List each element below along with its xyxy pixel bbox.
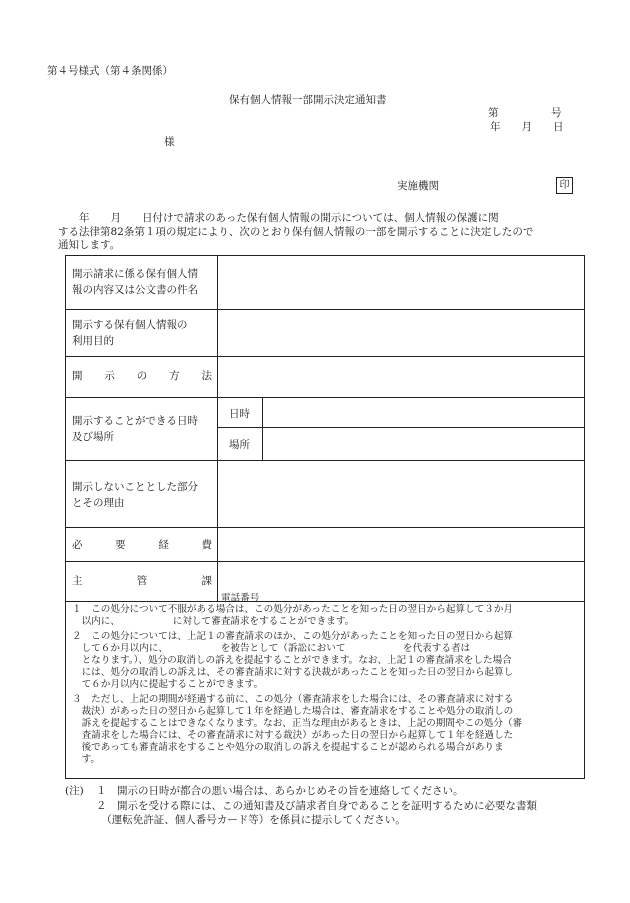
row-divider <box>65 460 585 461</box>
appeal-note-line: となります。）、処分の取消しの訴えを提起することができます。なお、上記１の審査請求をした場合 <box>72 655 512 666</box>
appeal-note-line: 後であっても審査請求をすることや処分の取消しの訴えを提起することが認められる場合がありま <box>72 742 504 753</box>
method-label-char: 方 <box>169 370 180 382</box>
row-divider <box>65 561 585 562</box>
document-title: 保有個人情報一部開示決定通知書 <box>229 94 387 106</box>
subrow-divider <box>217 427 585 428</box>
intro-line-3: 通知します。 <box>58 239 121 251</box>
phone-label: 電話番号 <box>221 593 260 604</box>
dept-label-char: 主 <box>72 575 83 587</box>
dept-label-char: 課 <box>201 575 212 587</box>
dept-label <box>72 573 212 589</box>
seal-stamp: 印 <box>556 177 573 194</box>
undisclosed-label-line-2: とその理由 <box>72 497 125 509</box>
appeal-note-line: す。 <box>72 754 101 765</box>
cost-label-char: 必 <box>72 539 83 551</box>
remarks-label: (注) <box>65 785 84 797</box>
remark-line: ２ 開示を受ける際には、この通知書及び請求者自身であることを証明するために必要な書類 <box>96 800 537 812</box>
datetime-place-divider <box>262 397 263 460</box>
appeal-note-line: て６か月以内に提起することができます。 <box>72 679 264 690</box>
purpose-label-line-1: 開示する保有個人情報の <box>72 319 188 331</box>
row-divider <box>65 309 585 310</box>
subject-label-line-2: 報の内容又は公文書の件名 <box>72 284 198 296</box>
label-column-divider <box>217 255 218 602</box>
subject-label-line-1: 開示請求に係る保有個人情 <box>72 268 198 280</box>
cost-label-char: 経 <box>158 539 169 551</box>
appeal-note-line: １ この処分について不服がある場合は、この処分があったことを知った日の翌日から起算して３か月 <box>72 604 514 615</box>
cost-label-char: 費 <box>201 539 212 551</box>
appeal-note-line: して６か月以内に、 を被告として（訴訟において を代表する者は <box>72 643 471 654</box>
method-label-char: 法 <box>201 370 212 382</box>
method-label-char: 開 <box>72 370 83 382</box>
datetime-place-label-line-1: 開示することができる日時 <box>72 415 198 427</box>
undisclosed-label-line-1: 開示しないこととした部分 <box>72 481 198 493</box>
method-label-char: 示 <box>104 370 115 382</box>
appeal-note-line: 訴えを提起することはできなくなります。なお、正当な理由があるときは、上記の期間やこの処分（審 <box>72 718 523 729</box>
addressee-suffix: 様 <box>164 136 175 148</box>
row-divider <box>65 356 585 357</box>
appeal-note-line: ３ ただし、上記の期間が経過する前に、この処分（審査請求をした場合には、その審査請求に対する <box>72 694 514 705</box>
appeal-note-line: 裁決）があった日の翌日から起算して１年を経過した場合は、審査請求をすることや処分の取消しの <box>72 706 514 717</box>
form-number: 第４号様式（第４条関係） <box>47 65 173 77</box>
row-divider <box>65 397 585 398</box>
intro-line-2: する法律第82条第１項の規定により、次のとおり保有個人情報の一部を開示することに決定したので <box>58 226 534 238</box>
method-label <box>72 368 212 384</box>
purpose-label <box>72 317 188 349</box>
datetime-label: 日時 <box>229 408 250 420</box>
remark-line: （運転免許証、個人番号カード等）を係員に提示してください。 <box>96 814 406 826</box>
subject-label <box>72 266 198 298</box>
purpose-label-line-2: 利用目的 <box>72 335 114 347</box>
appeal-note-line: 査請求をした場合には、その審査請求に対する裁決）があった日の翌日から起算して１年を経過した <box>72 730 514 741</box>
dept-label-char: 管 <box>136 575 148 587</box>
cost-label <box>72 537 212 553</box>
appeal-note-line: 以内に、 に対して審査請求をすることができます。 <box>72 616 355 627</box>
datetime-place-label <box>72 413 198 445</box>
method-label-char: の <box>136 370 148 382</box>
document-number: 第 号 <box>488 107 562 119</box>
datetime-place-label-line-2: 及び場所 <box>72 431 114 443</box>
cost-label-char: 要 <box>115 539 126 551</box>
row-divider <box>65 527 585 528</box>
appeal-note-line: ２ この処分については、上記１の審査請求のほか、この処分があったことを知った日の翌日から起算 <box>72 631 514 642</box>
institution-label: 実施機関 <box>397 180 439 192</box>
place-label: 場所 <box>229 439 250 451</box>
appeal-note-line: には、処分の取消しの訴えは、その審査請求に対する決裁があったことを知った日の翌日から起算し <box>72 667 514 678</box>
remark-line: １ 開示の日時が都合の悪い場合は、あらかじめその旨を連絡してください。 <box>96 785 464 797</box>
issue-date: 年 月 日 <box>490 121 564 133</box>
intro-line-1: 年 月 日付けで請求のあった保有個人情報の開示については、個人情報の保護に関 <box>58 212 499 224</box>
undisclosed-label <box>72 479 198 511</box>
